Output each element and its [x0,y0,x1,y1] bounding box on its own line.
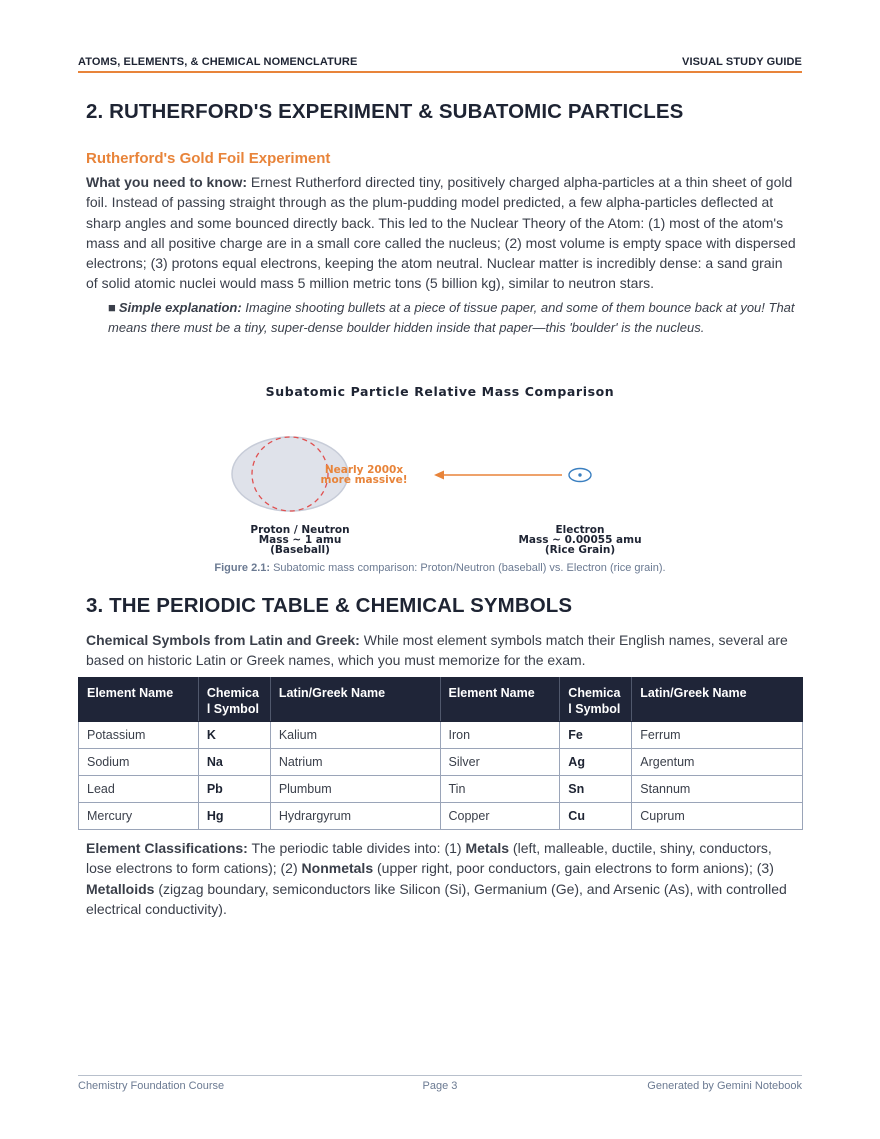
col-header: Element Name [440,678,560,722]
table-header-row [79,678,803,722]
table-cell: K [198,722,270,749]
classifications-block [86,838,796,919]
table-cell: Sodium [79,749,199,776]
symbols-table [78,677,803,830]
know-paragraph [86,172,796,294]
classifications-text-3: (upper right, poor conductors, gain electrons to form anions); (3) [373,860,774,877]
figure-caption-label: Figure 2.1: [214,562,271,574]
table-row [79,749,803,776]
section-3-title: 3. THE PERIODIC TABLE & CHEMICAL SYMBOLS [86,594,573,617]
page-number: Page 3 [422,1080,458,1092]
table-cell: Plumbum [270,776,440,803]
simple-explanation [86,298,796,338]
footer-left: Chemistry Foundation Course [78,1080,225,1092]
gold-foil-subtitle: Rutherford's Gold Foil Experiment [86,150,331,167]
table-cell: Mercury [79,803,199,830]
electron-dot [578,473,581,476]
figure-caption-text: Subatomic mass comparison: Proton/Neutron (baseball) vs. Electron (rice grain). [270,562,666,574]
mass-comparison-svg [150,376,730,560]
table-cell: Ag [560,749,632,776]
table-row [79,722,803,749]
table-cell: Ferrum [632,722,803,749]
col-header: Chemica l Symbol [198,678,270,722]
annotation-line2: more massive! [320,474,408,486]
know-text: Ernest Rutherford directed tiny, positively charged alpha-particles at a thin sheet of gold foil. Instead of passing straight through as the plum-pudding model predicted, a few alpha-particles deflected at sharp angles and some bounced directly back. This led to the Nuclear Theory of the Atom: (1) most of the atom's mass and all positive charge are in a small core called the nucleus; (2) most volume is empty space with dispersed electrons; (3) protons equal electrons, keeping the atom neutral. Nuclear matter is incredibly dense: a sand grain of solid atomic nuclei would mass 5 million metric tons (5 billion kg), similar to neutron stars. [86,174,796,292]
table-cell: Sn [560,776,632,803]
proton-label-line2: Mass ~ 1 amu [258,534,342,546]
table-cell: Iron [440,722,560,749]
bullet-square-icon: ■ [108,299,116,315]
header-right: VISUAL STUDY GUIDE [682,56,802,68]
classifications-text-4: (zigzag boundary, semiconductors like Silicon (Si), Germanium (Ge), and Arsenic (As), with controlled electrical conductivity). [86,880,787,917]
table-cell: Cu [560,803,632,830]
classifications-text-1: The periodic table divides into: (1) [247,840,466,856]
table-cell: Natrium [270,749,440,776]
annotation-line1: Nearly 2000x [324,464,404,476]
header-left: ATOMS, ELEMENTS, & CHEMICAL NOMENCLATURE [78,56,358,68]
table-cell: Stannum [632,776,803,803]
table-cell: Fe [560,722,632,749]
electron-label-line3: (Rice Grain) [544,544,616,556]
classifications-label: Element Classifications: [86,840,248,856]
simple-label: Simple explanation: [118,299,242,315]
page-footer [78,1080,802,1092]
symbols-intro-text: While most element symbols match their English names, several are based on historic Latin or Greek names, which you must memorize for the exam. [86,632,788,669]
symbols-intro-label: Chemical Symbols from Latin and Greek: [86,632,360,648]
col-header: Latin/Greek Name [270,678,440,722]
simple-text: Imagine shooting bullets at a piece of tissue paper, and some of them bounce back at you! That means there must be a tiny, super-dense boulder hidden inside that paper—this 'boulder' is the nucleus. [108,299,795,335]
table-cell: Potassium [79,722,199,749]
electron-label-line1: Electron [555,524,605,536]
table-cell: Hydrargyrum [270,803,440,830]
figure-caption [78,562,802,574]
table-cell: Na [198,749,270,776]
classifications-text-2: (left, malleable, ductile, shiny, conductors, lose electrons to form cations); (2) [86,840,772,877]
table-row [79,776,803,803]
nonmetals-term: Nonmetals [301,860,374,877]
metalloids-term: Metalloids [86,880,155,897]
section-3 [86,594,796,671]
arrow-head-icon [434,471,444,480]
table-cell: Copper [440,803,560,830]
metals-term: Metals [465,840,510,856]
classifications-paragraph [86,838,796,919]
electron-label-line2: Mass ~ 0.00055 amu [518,534,642,546]
col-header: Chemica l Symbol [560,678,632,722]
mass-comparison-figure [150,376,730,560]
proton-label-line3: (Baseball) [270,544,330,556]
footer-rule [78,1075,802,1076]
table-cell: Silver [440,749,560,776]
header-rule [78,71,802,73]
table-cell: Pb [198,776,270,803]
table-row [79,803,803,830]
figure-title: Subatomic Particle Relative Mass Comparison [265,384,615,399]
table-cell: Hg [198,803,270,830]
table-cell: Lead [79,776,199,803]
footer-right: Generated by Gemini Notebook [647,1080,802,1092]
col-header: Latin/Greek Name [632,678,803,722]
symbols-intro [86,630,796,671]
section-2 [86,100,796,338]
table-cell: Argentum [632,749,803,776]
running-header [78,56,802,68]
table-cell: Tin [440,776,560,803]
table-cell: Kalium [270,722,440,749]
section-2-title: 2. RUTHERFORD'S EXPERIMENT & SUBATOMIC PARTICLES [86,100,684,123]
col-header: Element Name [79,678,199,722]
proton-label-line1: Proton / Neutron [250,524,350,536]
know-label: What you need to know: [86,174,247,190]
table-cell: Cuprum [632,803,803,830]
